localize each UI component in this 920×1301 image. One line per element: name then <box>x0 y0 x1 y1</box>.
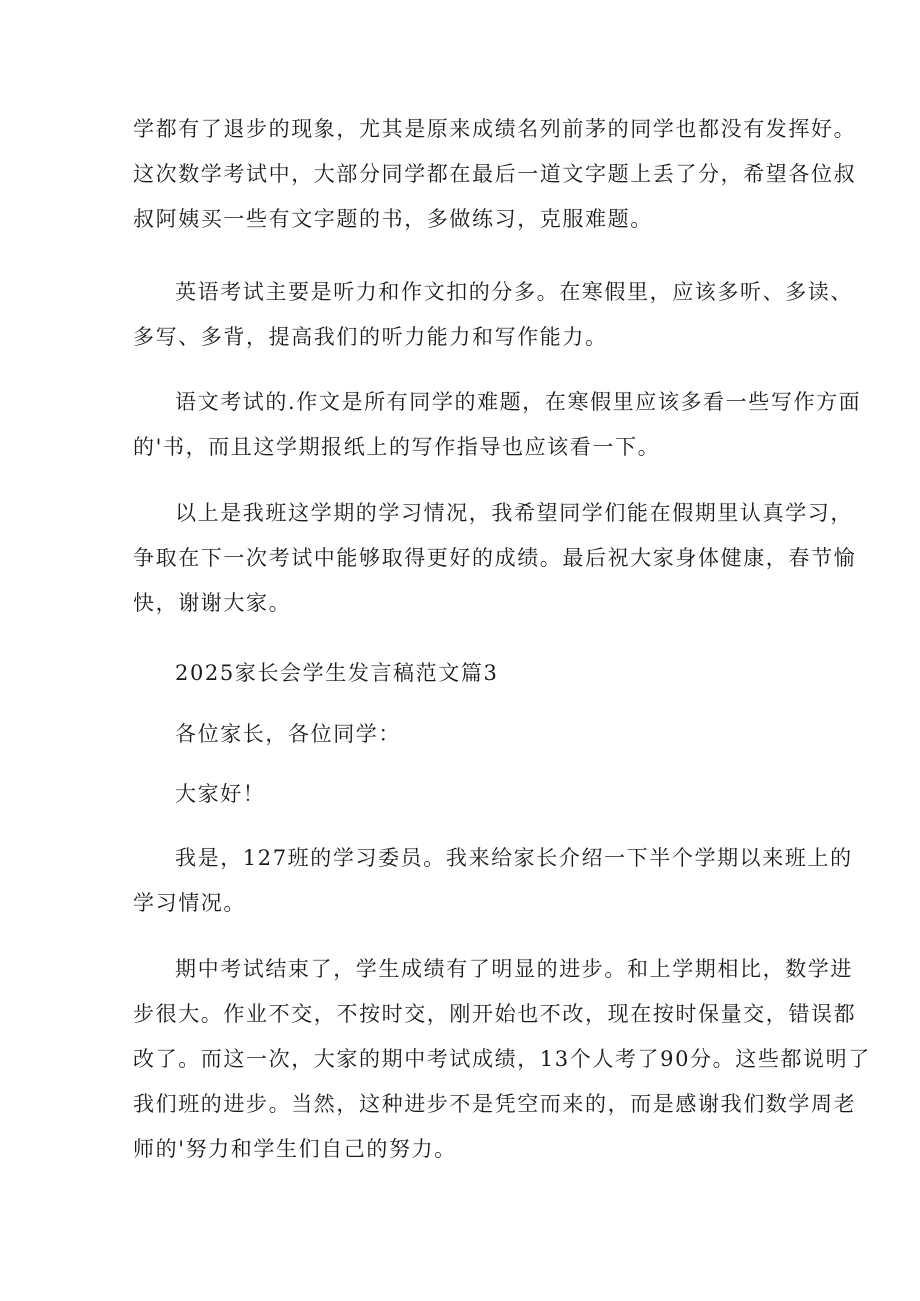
greeting-salutation <box>133 712 793 757</box>
text-line: 语文考试的.作文是所有同学的难题，在寒假里应该多看一些写作方面 <box>175 390 862 414</box>
text-line: 各位家长，各位同学： <box>175 722 401 746</box>
text-line: 期中考试结束了，学生成绩有了明显的进步。和上学期相比，数学进 <box>175 957 853 981</box>
text-line: 以上是我班这学期的学习情况，我希望同学们能在假期里认真学习， <box>175 501 853 525</box>
text-line: 师的'努力和学生们自己的努力。 <box>133 1137 457 1161</box>
text-line: 步很大。作业不交，不按时交，刚开始也不改，现在按时保量交，错误都 <box>133 1002 857 1026</box>
text-line: 英语考试主要是听力和作文扣的分多。在寒假里，应该多听、多读、 <box>175 280 853 304</box>
paragraph-conclusion <box>133 491 857 626</box>
text-line: 学习情况。 <box>133 891 246 915</box>
paragraph-chinese-exam <box>133 380 862 470</box>
text-line: 快，谢谢大家。 <box>133 591 292 615</box>
section-heading <box>133 651 793 696</box>
paragraph-english-exam <box>133 270 853 360</box>
paragraph-exam-regression <box>133 107 857 242</box>
text-line: 大家好！ <box>175 782 266 806</box>
text-line: 多写、多背，提高我们的听力能力和写作能力。 <box>133 325 608 349</box>
text-line: 的'书，而且这学期报纸上的写作指导也应该看一下。 <box>133 435 661 459</box>
text-line: 叔阿姨买一些有文字题的书，多做练习，克服难题。 <box>133 207 653 231</box>
paragraph-midterm-progress <box>133 947 871 1172</box>
text-line: 改了。而这一次，大家的期中考试成绩，13个人考了90分。这些都说明了 <box>133 1047 871 1071</box>
greeting-hello <box>133 772 793 817</box>
section-title: 2025家长会学生发言稿范文篇3 <box>175 661 499 685</box>
text-line: 我们班的进步。当然，这种进步不是凭空而来的，而是感谢我们数学周老 <box>133 1092 857 1116</box>
text-line: 学都有了退步的现象，尤其是原来成绩名列前茅的同学也都没有发挥好。 <box>133 117 857 141</box>
text-line: 争取在下一次考试中能够取得更好的成绩。最后祝大家身体健康，春节愉 <box>133 546 857 570</box>
paragraph-introduction <box>133 836 853 926</box>
text-line: 这次数学考试中，大部分同学都在最后一道文字题上丢了分，希望各位叔 <box>133 162 857 186</box>
text-line: 我是，127班的学习委员。我来给家长介绍一下半个学期以来班上的 <box>175 846 853 870</box>
